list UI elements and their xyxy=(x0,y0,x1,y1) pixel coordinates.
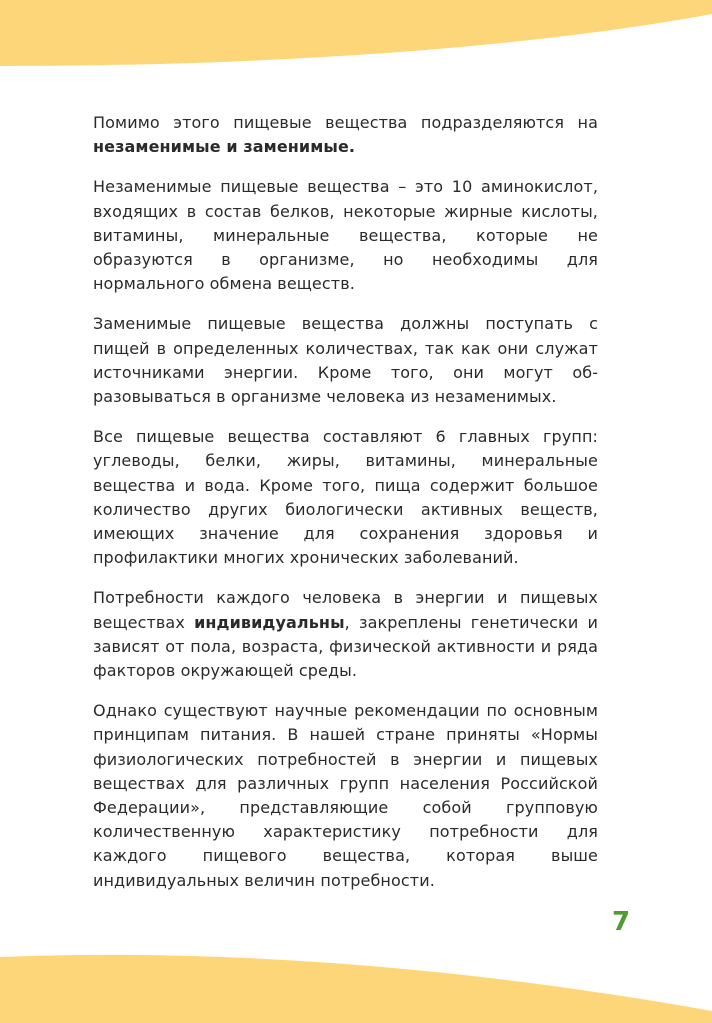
text-segment: Потребности каждого человека в энергии и пищевых веществах xyxy=(93,588,598,632)
top-wave-shape xyxy=(0,0,712,66)
text-segment: Однако существуют научные рекомендации по основным принципам питания. В нашей стране приняты «Нормы физиологических потребностей в энергии и пищевых веществах для различных групп населения Российской Федерации», представляющие собой групповую количественную характеристику потребности для каждого пищевого вещества, которая выше индивидуальных величин потребности. xyxy=(93,701,598,890)
bold-text: незаменимые и заменимые. xyxy=(93,137,356,157)
bottom-wave-decoration xyxy=(0,943,712,1023)
paragraph-3 xyxy=(93,312,598,409)
page-number: 7 xyxy=(612,907,631,937)
text-segment: Помимо этого пищевые вещества подразделяются на xyxy=(93,113,598,132)
bottom-wave-shape xyxy=(0,955,712,1023)
paragraph-5 xyxy=(93,586,598,683)
paragraph-6 xyxy=(93,699,598,893)
text-segment: Заменимые пищевые вещества должны поступать с пищей в определенных количествах, так как они служат источниками энергии. Кроме того, они могут образовываться в организме человека из незаменимых. xyxy=(93,314,598,407)
paragraph-1 xyxy=(93,111,598,159)
paragraph-2 xyxy=(93,175,598,296)
top-wave-decoration xyxy=(0,0,712,80)
text-segment: Незаменимые пищевые вещества – это 10 аминокислот, входящих в состав белков, некоторые жирные кислоты, витамины, минеральные вещества, которые не образуются в организме, но необходимы для нормального обмена веществ. xyxy=(93,177,598,294)
text-segment: , закреплены генетически и зависят от пола, возраста, физической активности и ряда факторов окружающей среды. xyxy=(93,612,599,681)
text-segment: Все пищевые вещества составляют 6 главных групп: углеводы, белки, жиры, витамины, минеральные вещества и вода. Кроме того, пища содержит большое количество других биологически активных веществ, имеющих значение для сохранения здоровья и профилактики многих хронических заболеваний. xyxy=(93,427,598,568)
paragraph-4 xyxy=(93,425,598,570)
body-text xyxy=(93,111,598,909)
bold-text: индивидуальны xyxy=(194,612,345,632)
